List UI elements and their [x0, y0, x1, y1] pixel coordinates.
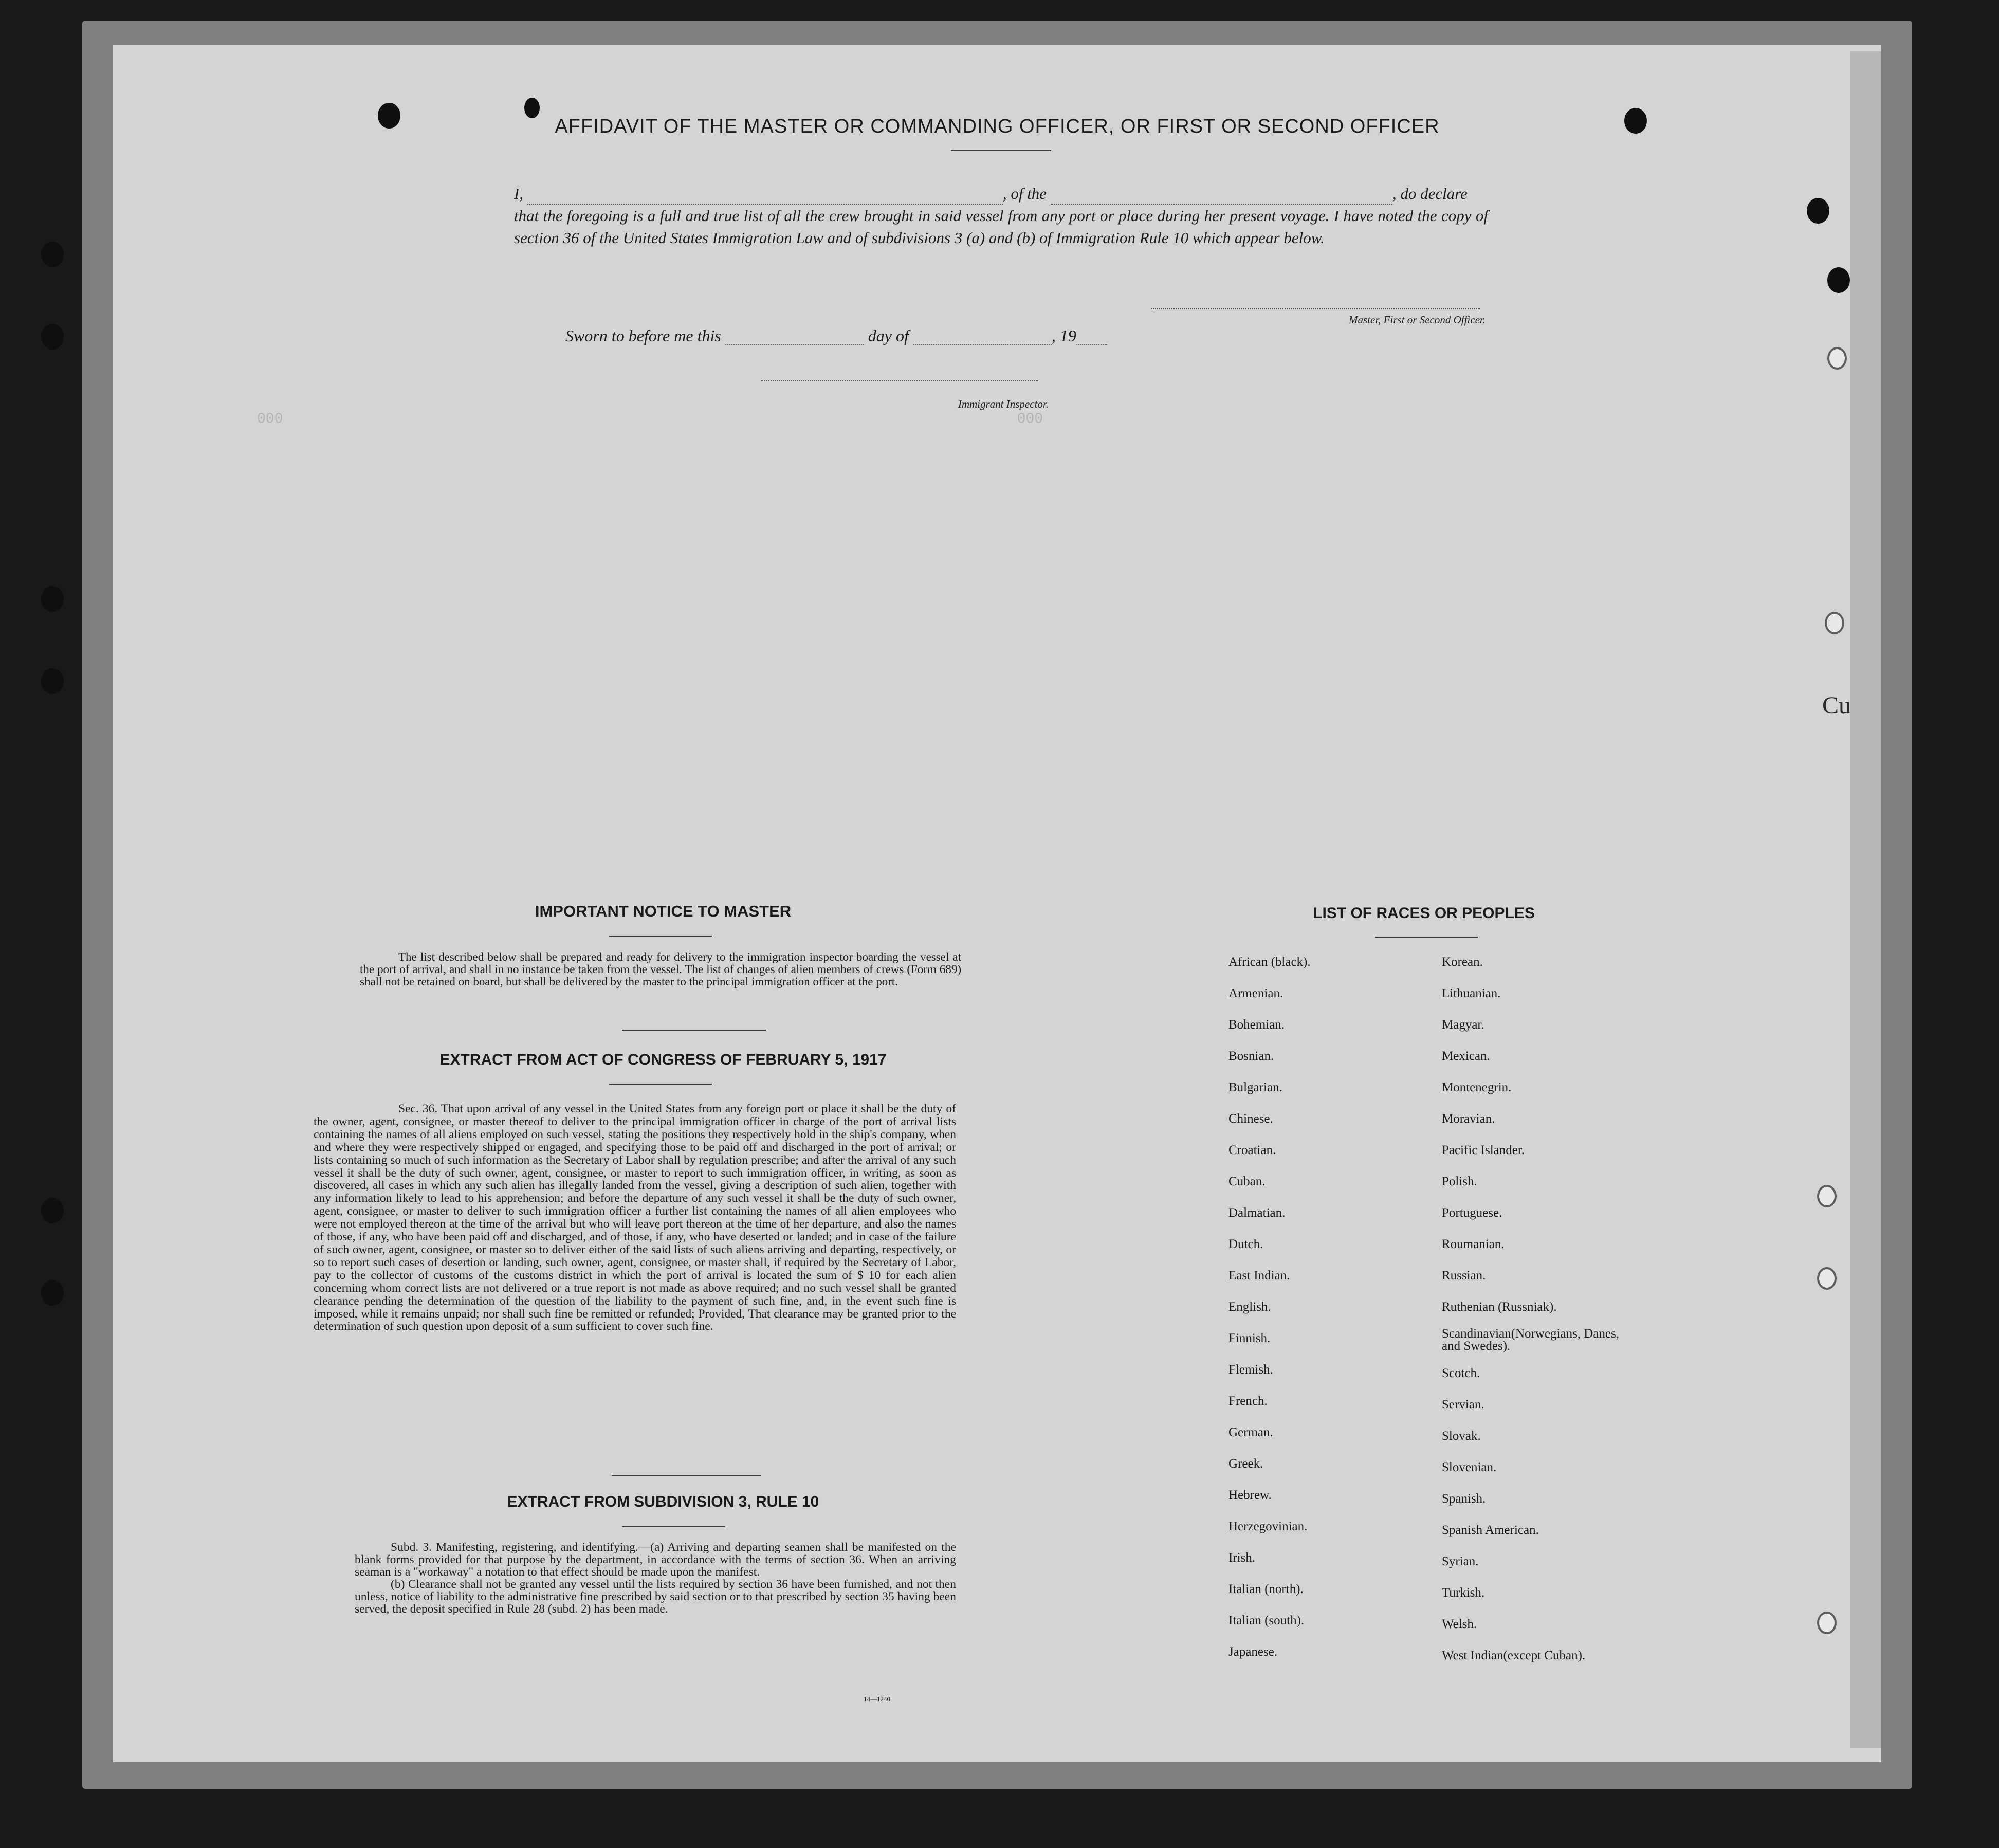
- notice-bottom-rule: [622, 1030, 766, 1031]
- punch-hole: [41, 1280, 64, 1306]
- punch-hole: [1624, 108, 1647, 134]
- races-title: LIST OF RACES OR PEOPLES: [1313, 905, 1535, 922]
- sworn-line: [565, 326, 1182, 345]
- race-left-item: French.: [1228, 1394, 1268, 1408]
- punch-hole: [524, 98, 540, 118]
- race-left-item: Chinese.: [1228, 1112, 1273, 1126]
- race-left-item: Italian (south).: [1228, 1614, 1305, 1627]
- races-rule: [1375, 937, 1478, 938]
- race-right-item: Scandinavian(Norwegians, Danes, and Swedes).: [1442, 1327, 1620, 1353]
- race-right-item: Lithuanian.: [1442, 986, 1501, 1000]
- race-right-item: Slovak.: [1442, 1429, 1481, 1443]
- race-right-item: Pacific Islander.: [1442, 1143, 1525, 1157]
- punch-hole: [1817, 1185, 1837, 1207]
- sworn-day-blank[interactable]: [725, 344, 864, 345]
- race-right-item: Montenegrin.: [1442, 1081, 1512, 1094]
- punch-hole: [41, 586, 64, 612]
- race-left-item: Armenian.: [1228, 986, 1283, 1000]
- race-right-item: Syrian.: [1442, 1554, 1479, 1568]
- race-right-item: Korean.: [1442, 955, 1483, 969]
- race-right-item: West Indian(except Cuban).: [1442, 1649, 1586, 1662]
- master-signature-block: [1151, 308, 1486, 326]
- sworn-month-blank[interactable]: [913, 344, 1052, 345]
- race-right-item: Spanish.: [1442, 1492, 1486, 1506]
- race-left-item: African (black).: [1228, 955, 1311, 969]
- race-right-item: Spanish American.: [1442, 1523, 1539, 1537]
- race-right-item: Roumanian.: [1442, 1237, 1505, 1251]
- punch-hole: [1817, 1612, 1837, 1634]
- race-right-item: Moravian.: [1442, 1112, 1495, 1126]
- race-left-item: Bosnian.: [1228, 1049, 1274, 1063]
- race-right-item: Magyar.: [1442, 1018, 1484, 1032]
- punch-hole: [1817, 1267, 1837, 1290]
- race-right-item: Scotch.: [1442, 1366, 1480, 1380]
- extract-rule-rule: [622, 1526, 725, 1527]
- race-left-item: Dutch.: [1228, 1237, 1263, 1251]
- race-left-item: Bulgarian.: [1228, 1081, 1282, 1094]
- race-right-item: Servian.: [1442, 1398, 1484, 1412]
- race-left-item: Italian (north).: [1228, 1582, 1304, 1596]
- declaration-i: I,: [514, 185, 524, 203]
- race-right-item: Russian.: [1442, 1269, 1486, 1283]
- race-left-item: Finnish.: [1228, 1331, 1271, 1345]
- race-left-item: Greek.: [1228, 1457, 1263, 1471]
- race-right-item: Mexican.: [1442, 1049, 1490, 1063]
- race-right-item: Slovenian.: [1442, 1460, 1497, 1474]
- punch-hole: [1807, 198, 1829, 224]
- declaration-body: that the foregoing is a full and true list of all the crew brought in said vessel from any port or place during her present voyage. I have noted the copy of section 36 of the United States Immigration Law and of subdivisions 3 (a) and (b) of Immigration Rule 10 which appear below.: [514, 207, 1488, 247]
- rule-paragraph-b: (b) Clearance shall not be granted any vessel until the lists required by section 36 have been furnished, and not then unless, notice of liability to the administrative fine prescribed by said section or to that prescribed by section 35 having been served, the deposit specified in Rule 28 (subd. 2) has been made.: [355, 1578, 956, 1616]
- margin-mark: Cu: [1822, 692, 1851, 719]
- race-left-item: Herzegovinian.: [1228, 1520, 1308, 1533]
- punch-hole: [1827, 267, 1850, 293]
- inspector-signature-block: [761, 380, 1049, 411]
- sworn-year-prefix: , 19: [1051, 326, 1076, 345]
- punch-hole: [41, 242, 64, 267]
- bleed-through-text: 000 000: [257, 411, 1043, 427]
- race-right-item: Turkish.: [1442, 1586, 1485, 1600]
- race-left-item: Bohemian.: [1228, 1018, 1285, 1032]
- race-left-item: Japanese.: [1228, 1645, 1278, 1659]
- race-left-item: English.: [1228, 1300, 1271, 1314]
- races-list: [1228, 955, 1655, 1675]
- sworn-text: Sworn to before me this: [565, 326, 721, 345]
- race-left-item: Croatian.: [1228, 1143, 1276, 1157]
- affidavit-title: AFFIDAVIT OF THE MASTER OR COMMANDING OFFICER, OR FIRST OR SECOND OFFICER: [555, 116, 1440, 137]
- punch-hole: [41, 1198, 64, 1223]
- race-right-item: Portuguese.: [1442, 1206, 1502, 1220]
- notice-rule: [609, 936, 712, 937]
- race-left-item: Hebrew.: [1228, 1488, 1272, 1502]
- race-left-item: Cuban.: [1228, 1175, 1266, 1188]
- punch-hole: [1825, 612, 1844, 634]
- extract-act-bottom-rule: [612, 1475, 761, 1476]
- inspector-signature-line[interactable]: [761, 380, 1038, 381]
- race-left-item: Irish.: [1228, 1551, 1256, 1565]
- extract-act-rule: [609, 1084, 712, 1085]
- extract-rule-title: EXTRACT FROM SUBDIVISION 3, RULE 10: [507, 1493, 819, 1510]
- declaration-text: [514, 182, 1488, 249]
- rule-paragraph-a: Subd. 3. Manifesting, registering, and identifying.—(a) Arriving and departing seamen shall be manifested on the blank forms provided for that purpose by the department, in accordance with the terms of section 36. When an arriving seaman is a "workaway" a notation to that effect should be made upon the manifest.: [355, 1541, 956, 1579]
- title-rule: [951, 150, 1051, 151]
- master-signature-line[interactable]: [1151, 308, 1480, 309]
- form-number: 14—1240: [864, 1695, 890, 1703]
- race-right-item: Polish.: [1442, 1175, 1477, 1188]
- punch-hole: [41, 324, 64, 350]
- punch-hole: [378, 103, 400, 129]
- extract-rule-body: [355, 1541, 956, 1615]
- notice-title: IMPORTANT NOTICE TO MASTER: [535, 902, 792, 920]
- inspector-signature-label: Immigrant Inspector.: [958, 398, 1049, 410]
- race-left-item: German.: [1228, 1425, 1273, 1439]
- master-signature-label: Master, First or Second Officer.: [1349, 314, 1486, 326]
- punch-hole: [41, 668, 64, 694]
- race-right-item: Ruthenian (Russniak).: [1442, 1300, 1557, 1314]
- page-edge-shadow: [1850, 51, 1881, 1748]
- extract-act-body: Sec. 36. That upon arrival of any vessel in the United States from any foreign port or place it shall be the duty of the owner, agent, consignee, or master thereof to deliver to the principal immigration officer in charge of the port of arrival lists containing the names of all aliens employed on such vessel, stating the positions they respectively hold in the ship's company, when and where they were respectively shipped or engaged, and specifying those to be paid off and discharged in the port of arrival; or lists containing so much of such information as the Secretary of Labor shall by regulation prescribe; and after the arrival of any such vessel it shall be the duty of such owner, agent, consignee, or master to report to such immigration officer, in writing, as soon as discovered, all cases in which any such alien has illegally landed from the vessel, giving a description of such alien, together with any information likely to lead to his apprehension; and before the departure of any such vessel it shall be the duty of such owner, agent, consignee, or master to deliver to such immigration officer a further list containing the names of all alien employees who were not employed thereon at the time of the arrival but who will leave port thereon at the time of her departure, and also the names of those, if any, who have been paid off and discharged, and of those, if any, who have deserted or landed; and in case of the failure of such owner, agent, consignee, or master so to deliver either of the said lists of such aliens arriving and departing, respectively, or so to report such cases of desertion or landing, such owner, agent, consignee, or master shall, if required by the Secretary of Labor, pay to the collector of customs of the customs district in which the port of arrival is located the sum of $ 10 for each alien concerning whom correct lists are not delivered or a true report is not made as above required; and no such vessel shall be granted clearance pending the determination of the question of the liability to the payment of such fine, and, in the event such fine is imposed, while it remains unpaid; nor shall such fine be remitted or refunded; Provided, That clearance may be granted prior to the determination of such question upon deposit of a sum sufficient to cover such fine.: [314, 1102, 956, 1333]
- declaration-of-the: , of the: [1002, 185, 1047, 203]
- notice-body: The list described below shall be prepared and ready for delivery to the immigration inspector boarding the vessel at the port of arrival, and shall in no instance be taken from the vessel. The list of changes of alien members of crews (Form 689) shall not be retained on board, but shall be delivered by the master to the principal immigration officer at the port.: [360, 950, 961, 988]
- declaration-do-declare: , do declare: [1392, 185, 1468, 203]
- race-left-item: Dalmatian.: [1228, 1206, 1286, 1220]
- race-left-item: East Indian.: [1228, 1269, 1290, 1283]
- race-left-item: Flemish.: [1228, 1363, 1273, 1377]
- sworn-day-of: day of: [868, 326, 909, 345]
- extract-act-title: EXTRACT FROM ACT OF CONGRESS OF FEBRUARY 5, 1917: [439, 1051, 887, 1068]
- sworn-year-blank[interactable]: [1076, 344, 1107, 345]
- race-right-item: Welsh.: [1442, 1617, 1477, 1631]
- punch-hole: [1827, 347, 1847, 370]
